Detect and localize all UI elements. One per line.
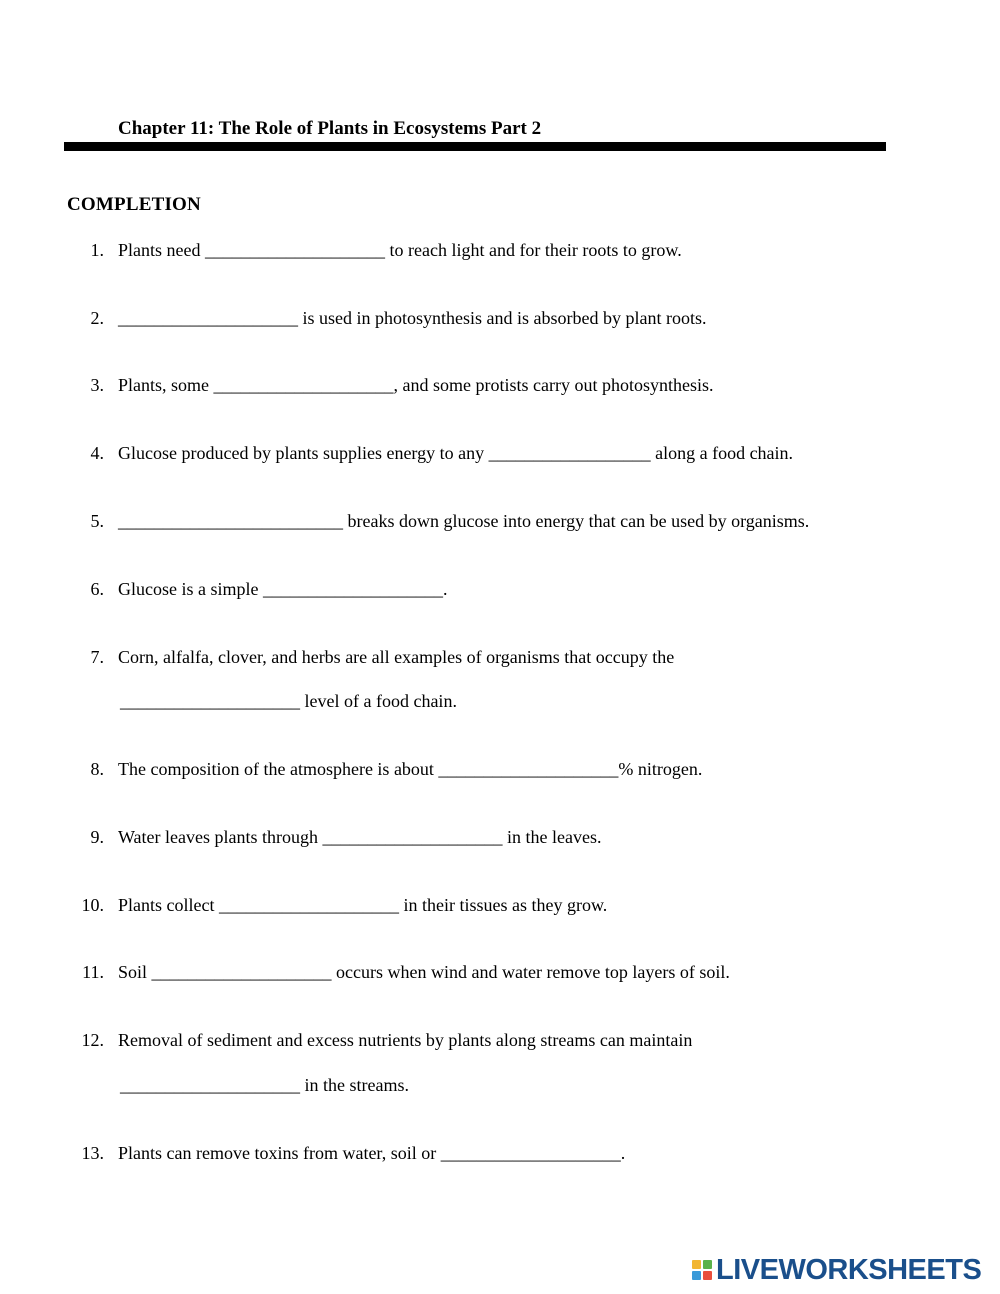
logo-square xyxy=(692,1260,701,1269)
question-12-continuation: ____________________ in the streams. xyxy=(120,1075,409,1095)
logo-square xyxy=(703,1260,712,1269)
question-text: _________________________ breaks down glucose into energy that can be used by organisms. xyxy=(118,511,810,531)
question-number: 9. xyxy=(90,827,104,847)
question-text: Plants collect ____________________ in their tissues as they grow. xyxy=(118,895,608,915)
question-2 xyxy=(0,306,1000,330)
question-12 xyxy=(0,1028,1000,1052)
question-8 xyxy=(0,757,1000,781)
question-number: 1. xyxy=(90,240,104,260)
title-divider xyxy=(64,142,886,151)
question-text: Plants can remove toxins from water, soil or ____________________. xyxy=(118,1143,626,1163)
question-4 xyxy=(0,441,1000,465)
question-text: Water leaves plants through ____________________ in the leaves. xyxy=(118,827,602,847)
question-5 xyxy=(0,509,1000,533)
question-text: Glucose produced by plants supplies energy to any __________________ along a food chain. xyxy=(118,443,794,463)
question-7-continuation: ____________________ level of a food chain. xyxy=(120,691,457,711)
logo-square xyxy=(692,1271,701,1280)
question-6 xyxy=(0,577,1000,601)
question-number: 8. xyxy=(90,759,104,779)
question-number: 5. xyxy=(90,511,104,531)
question-text: Soil ____________________ occurs when wind and water remove top layers of soil. xyxy=(118,962,730,982)
question-number: 10. xyxy=(81,895,104,915)
question-text: The composition of the atmosphere is about ____________________% nitrogen. xyxy=(118,759,703,779)
question-text: Glucose is a simple ____________________. xyxy=(118,579,448,599)
page-title: Chapter 11: The Role of Plants in Ecosystems Part 2 xyxy=(118,118,542,139)
question-11 xyxy=(0,960,1000,984)
question-7 xyxy=(0,645,1000,669)
question-number: 4. xyxy=(90,443,104,463)
question-text: ____________________ is used in photosynthesis and is absorbed by plant roots. xyxy=(118,308,707,328)
question-text: Corn, alfalfa, clover, and herbs are all examples of organisms that occupy the xyxy=(118,647,675,667)
question-13 xyxy=(0,1141,1000,1165)
liveworksheets-logo[interactable] xyxy=(692,1253,982,1286)
question-number: 12. xyxy=(81,1030,104,1050)
question-number: 13. xyxy=(81,1143,104,1163)
question-1 xyxy=(0,238,1000,262)
question-text: Plants, some ____________________, and some protists carry out photosynthesis. xyxy=(118,375,714,395)
question-number: 6. xyxy=(90,579,104,599)
liveworksheets-logo-icon xyxy=(692,1260,712,1280)
question-text: Removal of sediment and excess nutrients by plants along streams can maintain xyxy=(118,1030,693,1050)
section-title: COMPLETION xyxy=(67,194,201,215)
question-number: 11. xyxy=(82,962,104,982)
question-number: 3. xyxy=(90,375,104,395)
question-number: 2. xyxy=(90,308,104,328)
question-text: Plants need ____________________ to reach light and for their roots to grow. xyxy=(118,240,682,260)
question-9 xyxy=(0,825,1000,849)
logo-text: LIVEWORKSHEETS xyxy=(716,1253,982,1286)
logo-square xyxy=(703,1271,712,1280)
question-10 xyxy=(0,893,1000,917)
question-3 xyxy=(0,373,1000,397)
question-number: 7. xyxy=(90,647,104,667)
